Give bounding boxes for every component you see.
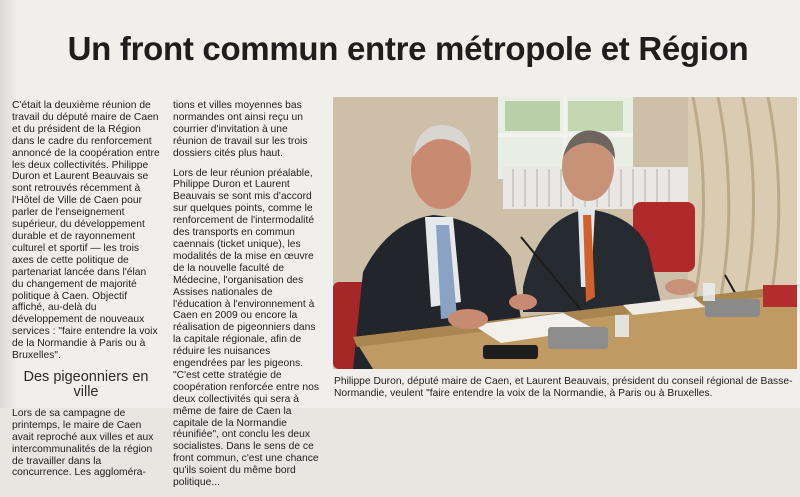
paragraph-campaign: Lors de sa campagne de printemps, le maire de Caen avait reproché aux villes et aux intercommunalités de la région de travailler dans la concurrence. Les aggloméra- xyxy=(12,407,154,479)
paragraph-intro: C'était la deuxième réunion de travail du député maire de Caen et du président de la Région dans le cadre du renforcement annoncé de la coopération entre les deux collectivités. Philippe Duron et Laurent Beauvais se sont retrouvés récemment à l'Hôtel de Ville de Caen pour parler de l'enseignement supérieur, du développement durable et de rayonnement culturel et sportif — les trois axes de cette politique de partenariat lancée dans l'élan du changement de majorité politique à Caen. Objectif affiché, au-delà du développement de nouveaux services : "faire entendre la voix de la Normandie à Paris ou à Bruxelles". xyxy=(12,100,160,362)
article-photo xyxy=(333,97,797,369)
photo-caption: Philippe Duron, député maire de Caen, et Laurent Beauvais, président du conseil régional de Basse-Normandie, veulent "faire entendre la voix de la Normandie, à Paris ou à Bruxelles. xyxy=(334,376,793,399)
paragraph-invitation: tions et villes moyennes bas normandes ont ainsi reçu un courrier d'invitation à une réunion de travail sur les trois dossiers cités plus haut. xyxy=(173,100,308,159)
water-glass xyxy=(615,315,629,337)
photo-illustration xyxy=(333,97,797,369)
article-column-2 xyxy=(173,100,323,497)
red-folder xyxy=(763,285,797,307)
phone xyxy=(483,345,538,359)
subheading: Des pigeonniers en ville xyxy=(23,368,149,400)
paragraph-meeting: Lors de leur réunion préalable, Philippe Duron et Laurent Beauvais se sont mis d'accord sur quelques points, comme le renforcement de l'intermodalité des transports en commun caennais (ticket unique), les modalités de la mise en œuvre de la nouvelle faculté de Médecine, l'organisation des Assises nationales de l'éducation à l'environnement à Caen en 2009 ou encore la réalisation de pigeonniers dans la capitale régionale, afin de réduire les nuisances engendrées par les pigeons. "C'est cette stratégie de coopération renforcée entre nos deux collectivités qui sera à même de faire de Caen la capitale de la Normandie réunifiée", ont conclu les deux socialistes. Dans le sens de ce front commun, c'est une chance qu'ils soient du même bord politique... xyxy=(173,167,319,489)
conference-unit-left xyxy=(548,327,608,349)
article-column-1 xyxy=(12,100,160,487)
conference-unit-right xyxy=(705,299,760,317)
article-headline: Un front commun entre métropole et Région xyxy=(67,30,749,67)
